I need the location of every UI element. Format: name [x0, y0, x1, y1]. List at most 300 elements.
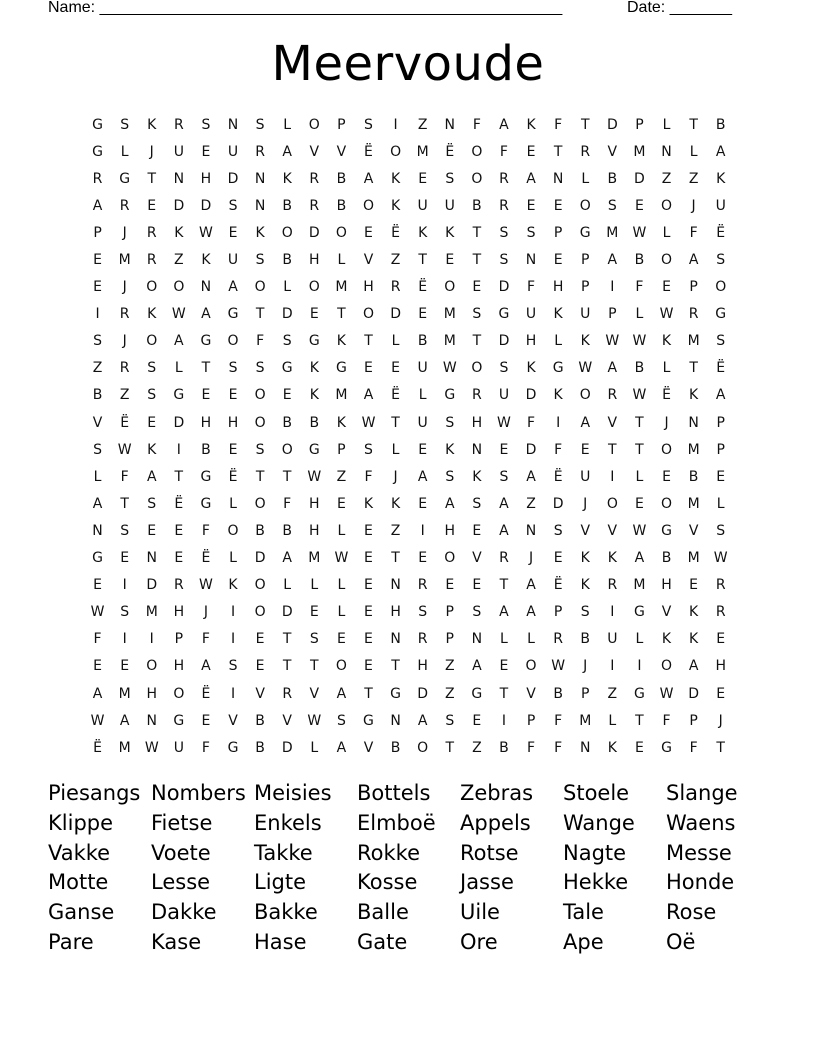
- grid-cell: O: [471, 170, 483, 187]
- grid-cell: H: [390, 604, 401, 621]
- grid-cell: I: [122, 631, 127, 648]
- grid-cell: W: [90, 712, 105, 729]
- grid-cell: L: [391, 441, 400, 458]
- grid-cell: L: [662, 224, 671, 241]
- grid-cell: K: [661, 631, 672, 648]
- grid-cell: L: [662, 360, 671, 377]
- grid-cell: M: [687, 495, 700, 512]
- grid-cell: D: [525, 441, 537, 458]
- grid-cell: Ë: [391, 387, 400, 404]
- grid-cell: L: [310, 739, 319, 756]
- grid-cell: G: [661, 522, 672, 539]
- grid-cell: L: [174, 360, 183, 377]
- grid-cell: N: [525, 252, 537, 269]
- grid-cell: A: [228, 279, 238, 296]
- grid-cell: E: [526, 143, 536, 160]
- grid-cell: N: [471, 441, 483, 458]
- grid-cell: O: [579, 197, 591, 214]
- grid-cell: H: [417, 658, 428, 675]
- grid-cell: E: [526, 197, 536, 214]
- grid-cell: O: [471, 360, 483, 377]
- grid-cell: V: [255, 685, 265, 702]
- grid-cell: N: [444, 116, 455, 133]
- grid-cell: S: [282, 333, 292, 350]
- grid-cell: T: [391, 658, 400, 675]
- grid-cell: M: [633, 143, 646, 160]
- grid-cell: L: [120, 143, 129, 160]
- grid-cell: A: [417, 712, 428, 729]
- grid-cell: W: [605, 333, 620, 350]
- grid-cell: O: [525, 658, 537, 675]
- grid-cell: S: [445, 414, 455, 431]
- word-list-item: Klippe: [48, 810, 114, 835]
- grid-cell: Z: [688, 170, 699, 187]
- grid-cell: H: [309, 252, 320, 269]
- grid-cell: S: [472, 306, 482, 323]
- grid-cell: B: [417, 333, 428, 350]
- grid-cell: W: [442, 360, 457, 377]
- grid-cell: N: [471, 631, 483, 648]
- grid-cell: Z: [444, 658, 455, 675]
- grid-cell: P: [526, 712, 536, 729]
- grid-cell: L: [229, 550, 237, 567]
- grid-cell: O: [661, 197, 673, 214]
- grid-cell: A: [336, 739, 347, 756]
- grid-cell: A: [92, 685, 103, 702]
- word-list: [48, 779, 769, 958]
- grid-cell: S: [445, 468, 455, 485]
- grid-cell: Z: [526, 495, 536, 512]
- grid-cell: M: [118, 252, 131, 269]
- grid-cell: G: [281, 360, 293, 377]
- grid-cell: O: [146, 658, 158, 675]
- grid-cell: O: [661, 658, 673, 675]
- grid-cell: B: [472, 197, 482, 214]
- grid-cell: O: [335, 658, 347, 675]
- grid-cell: S: [445, 712, 455, 729]
- grid-cell: D: [688, 685, 699, 702]
- grid-cell: J: [691, 197, 696, 214]
- grid-cell: P: [553, 224, 563, 241]
- grid-cell: G: [498, 306, 510, 323]
- grid-cell: A: [119, 712, 130, 729]
- grid-cell: T: [120, 495, 129, 512]
- grid-cell: W: [632, 387, 647, 404]
- grid-cell: E: [174, 522, 184, 539]
- grid-cell: V: [607, 414, 618, 431]
- grid-cell: V: [282, 712, 292, 729]
- grid-cell: K: [472, 468, 482, 485]
- grid-cell: W: [171, 306, 186, 323]
- grid-cell: R: [119, 197, 130, 214]
- word-list-item: Kase: [151, 929, 202, 954]
- grid-cell: R: [417, 577, 428, 594]
- grid-cell: H: [661, 577, 672, 594]
- grid-cell: E: [445, 577, 455, 594]
- grid-cell: L: [608, 712, 617, 729]
- grid-cell: F: [635, 279, 644, 296]
- grid-cell: J: [122, 333, 127, 350]
- grid-cell: E: [364, 658, 373, 675]
- grid-cell: S: [228, 360, 238, 377]
- grid-cell: O: [362, 197, 374, 214]
- grid-cell: E: [120, 550, 130, 567]
- grid-cell: N: [390, 631, 401, 648]
- grid-cell: A: [146, 468, 157, 485]
- grid-cell: E: [418, 550, 428, 567]
- grid-cell: Z: [607, 685, 618, 702]
- grid-cell: S: [716, 522, 726, 539]
- grid-cell: N: [173, 170, 185, 187]
- grid-cell: E: [364, 631, 373, 648]
- grid-cell: A: [499, 522, 509, 539]
- grid-cell: O: [471, 143, 483, 160]
- grid-cell: R: [119, 306, 130, 323]
- grid-cell: K: [390, 197, 401, 214]
- grid-cell: O: [335, 224, 347, 241]
- grid-cell: W: [361, 414, 376, 431]
- grid-cell: P: [689, 712, 698, 729]
- word-list-item: Balle: [357, 900, 409, 925]
- grid-cell: Ë: [174, 495, 184, 512]
- grid-cell: S: [147, 495, 157, 512]
- grid-cell: U: [417, 360, 428, 377]
- grid-cell: E: [336, 495, 346, 512]
- grid-cell: W: [117, 441, 132, 458]
- grid-cell: L: [283, 279, 292, 296]
- grid-cell: F: [201, 739, 210, 756]
- grid-cell: F: [662, 712, 671, 729]
- grid-cell: L: [283, 577, 292, 594]
- grid-cell: J: [583, 495, 588, 512]
- word-list-item: Enkels: [254, 810, 322, 835]
- grid-cell: K: [689, 631, 699, 648]
- grid-cell: K: [201, 252, 211, 269]
- grid-cell: N: [525, 522, 537, 539]
- grid-cell: E: [336, 631, 346, 648]
- word-list-item: Appels: [460, 810, 531, 835]
- grid-cell: V: [688, 522, 699, 539]
- grid-cell: K: [553, 387, 563, 404]
- word-list-item: Zebras: [460, 781, 534, 805]
- word-list-item: Waens: [666, 810, 736, 835]
- grid-cell: M: [335, 279, 348, 296]
- grid-cell: V: [92, 414, 103, 431]
- grid-cell: E: [255, 631, 265, 648]
- grid-cell: K: [363, 495, 374, 512]
- grid-cell: A: [417, 468, 428, 485]
- grid-cell: P: [581, 685, 590, 702]
- grid-cell: B: [634, 360, 645, 377]
- grid-cell: B: [255, 739, 265, 756]
- grid-cell: A: [499, 604, 509, 621]
- grid-cell: L: [635, 468, 644, 485]
- grid-cell: V: [607, 143, 618, 160]
- grid-cell: B: [282, 522, 292, 539]
- grid-cell: M: [308, 550, 321, 567]
- grid-cell: Ë: [201, 550, 211, 567]
- grid-cell: K: [553, 306, 563, 323]
- grid-cell: T: [391, 414, 400, 431]
- grid-cell: N: [227, 116, 239, 133]
- grid-cell: S: [472, 604, 482, 621]
- word-list-item: Stoele: [563, 781, 630, 805]
- grid-cell: B: [553, 685, 563, 702]
- word-list-item: Honde: [666, 870, 735, 895]
- grid-cell: A: [526, 468, 536, 485]
- grid-cell: E: [147, 414, 157, 431]
- grid-cell: G: [308, 441, 320, 458]
- word-list-item: Ape: [563, 929, 604, 954]
- grid-cell: H: [173, 658, 185, 675]
- grid-cell: Ë: [93, 739, 102, 756]
- grid-cell: A: [688, 252, 699, 269]
- grid-cell: R: [119, 360, 130, 377]
- grid-cell: E: [364, 224, 373, 241]
- grid-cell: L: [337, 522, 346, 539]
- grid-cell: E: [716, 685, 726, 702]
- grid-cell: O: [308, 116, 320, 133]
- grid-cell: H: [552, 279, 564, 296]
- grid-cell: E: [364, 604, 373, 621]
- grid-cell: Z: [336, 468, 347, 485]
- grid-cell: S: [201, 116, 211, 133]
- grid-cell: H: [146, 685, 157, 702]
- grid-cell: G: [92, 143, 103, 160]
- grid-cell: K: [526, 360, 536, 377]
- grid-cell: E: [93, 577, 102, 594]
- grid-cell: W: [199, 577, 213, 594]
- grid-cell: A: [715, 143, 726, 160]
- grid-cell: N: [146, 550, 157, 567]
- word-search-grid: [84, 111, 734, 761]
- grid-cell: K: [607, 550, 617, 567]
- header-row: [48, 0, 748, 20]
- grid-cell: N: [579, 739, 591, 756]
- grid-cell: P: [174, 631, 184, 648]
- word-list-item: Ganse: [48, 900, 115, 925]
- grid-cell: O: [444, 550, 456, 567]
- grid-cell: R: [282, 685, 293, 702]
- grid-cell: R: [499, 170, 509, 187]
- grid-cell: Z: [390, 252, 401, 269]
- grid-cell: W: [713, 550, 728, 567]
- grid-cell: Z: [174, 252, 184, 269]
- grid-cell: I: [610, 604, 615, 621]
- grid-cell: A: [607, 252, 618, 269]
- word-list-item: Dakke: [151, 900, 217, 925]
- grid-cell: D: [281, 604, 293, 621]
- grid-cell: V: [363, 252, 374, 269]
- grid-cell: G: [308, 333, 320, 350]
- grid-cell: W: [144, 739, 159, 756]
- grid-cell: E: [147, 522, 157, 539]
- grid-cell: K: [309, 387, 319, 404]
- word-list-item: Nombers: [151, 781, 246, 805]
- grid-cell: F: [120, 468, 129, 485]
- word-list-item: Bakke: [254, 900, 318, 925]
- word-list-item: Takke: [254, 840, 313, 865]
- grid-cell: U: [173, 143, 184, 160]
- grid-cell: O: [146, 333, 158, 350]
- grid-cell: Z: [661, 170, 672, 187]
- grid-cell: T: [608, 441, 617, 458]
- grid-cell: Ë: [201, 685, 211, 702]
- grid-cell: B: [607, 170, 618, 187]
- grid-cell: W: [307, 712, 322, 729]
- grid-cell: G: [633, 685, 645, 702]
- grid-cell: D: [634, 170, 645, 187]
- grid-cell: F: [554, 116, 563, 133]
- grid-cell: S: [147, 360, 157, 377]
- grid-cell: Ë: [228, 468, 238, 485]
- grid-cell: H: [309, 522, 320, 539]
- grid-cell: R: [255, 143, 265, 160]
- word-list-item: Bottels: [357, 781, 431, 805]
- grid-cell: W: [307, 468, 322, 485]
- grid-cell: S: [526, 224, 536, 241]
- grid-cell: P: [445, 604, 454, 621]
- grid-cell: A: [363, 387, 374, 404]
- grid-cell: R: [417, 631, 428, 648]
- grid-cell: T: [337, 306, 346, 323]
- grid-cell: E: [93, 279, 102, 296]
- word-list-item: Nagte: [563, 840, 627, 865]
- grid-cell: I: [610, 468, 615, 485]
- grid-cell: Ë: [553, 468, 563, 485]
- grid-cell: V: [580, 522, 591, 539]
- grid-cell: E: [228, 441, 238, 458]
- grid-cell: B: [282, 414, 292, 431]
- grid-cell: P: [635, 116, 644, 133]
- grid-cell: K: [580, 577, 590, 594]
- grid-cell: T: [255, 306, 265, 323]
- grid-cell: H: [200, 170, 212, 187]
- word-list-item: Gate: [357, 929, 408, 954]
- grid-cell: W: [551, 658, 566, 675]
- grid-cell: K: [607, 739, 617, 756]
- grid-cell: R: [309, 197, 320, 214]
- grid-cell: L: [337, 577, 346, 594]
- grid-cell: V: [336, 143, 347, 160]
- grid-cell: F: [256, 333, 265, 350]
- grid-cell: L: [93, 468, 102, 485]
- grid-cell: G: [661, 739, 672, 756]
- grid-cell: O: [579, 387, 591, 404]
- grid-cell: F: [689, 739, 698, 756]
- word-list-item: Lesse: [151, 870, 211, 895]
- grid-cell: W: [334, 550, 349, 567]
- grid-cell: U: [444, 197, 455, 214]
- grid-cell: B: [634, 252, 645, 269]
- grid-cell: S: [93, 333, 102, 350]
- grid-cell: E: [662, 279, 671, 296]
- grid-cell: S: [364, 116, 373, 133]
- grid-cell: N: [200, 279, 212, 296]
- grid-cell: H: [525, 333, 537, 350]
- grid-cell: F: [527, 414, 536, 431]
- grid-cell: P: [337, 116, 346, 133]
- word-list-item: Jasse: [460, 870, 514, 895]
- grid-cell: D: [173, 414, 185, 431]
- grid-cell: D: [254, 550, 266, 567]
- grid-cell: R: [607, 387, 618, 404]
- grid-cell: J: [203, 604, 208, 621]
- grid-cell: B: [92, 387, 103, 404]
- grid-cell: K: [174, 224, 184, 241]
- grid-cell: P: [337, 441, 346, 458]
- grid-cell: A: [444, 495, 455, 512]
- grid-cell: A: [336, 685, 347, 702]
- grid-cell: U: [580, 306, 591, 323]
- grid-cell: T: [635, 414, 644, 431]
- grid-cell: Ë: [120, 414, 130, 431]
- word-list-item: Hekke: [563, 870, 629, 895]
- grid-cell: A: [472, 658, 482, 675]
- grid-cell: N: [254, 197, 266, 214]
- grid-cell: M: [687, 550, 700, 567]
- grid-cell: P: [716, 441, 725, 458]
- grid-cell: F: [527, 739, 536, 756]
- grid-cell: L: [716, 495, 725, 512]
- grid-cell: M: [416, 143, 429, 160]
- grid-cell: E: [716, 468, 726, 485]
- grid-cell: T: [418, 252, 427, 269]
- grid-cell: L: [418, 387, 427, 404]
- grid-cell: Ë: [716, 224, 726, 241]
- date-label: Date: _______: [627, 0, 732, 16]
- grid-cell: A: [363, 170, 374, 187]
- grid-cell: O: [173, 685, 185, 702]
- grid-cell: S: [228, 197, 238, 214]
- grid-cell: E: [553, 197, 563, 214]
- grid-cell: E: [201, 143, 211, 160]
- grid-cell: B: [580, 631, 591, 648]
- grid-cell: S: [472, 495, 482, 512]
- grid-cell: D: [308, 224, 320, 241]
- grid-cell: L: [310, 577, 319, 594]
- grid-cell: O: [661, 441, 673, 458]
- grid-cell: R: [580, 143, 591, 160]
- grid-cell: E: [634, 495, 644, 512]
- grid-cell: E: [499, 658, 509, 675]
- grid-cell: B: [282, 252, 292, 269]
- grid-cell: S: [255, 360, 265, 377]
- word-list-item: Slange: [666, 781, 738, 805]
- grid-cell: B: [390, 739, 401, 756]
- grid-cell: I: [556, 414, 561, 431]
- grid-cell: T: [364, 333, 373, 350]
- grid-cell: P: [608, 306, 617, 323]
- grid-cell: O: [254, 279, 266, 296]
- grid-cell: D: [390, 306, 401, 323]
- grid-cell: F: [527, 279, 536, 296]
- grid-cell: O: [661, 495, 673, 512]
- grid-cell: K: [147, 306, 157, 323]
- grid-cell: T: [255, 468, 265, 485]
- word-list-item: Messe: [666, 840, 732, 865]
- grid-cell: B: [336, 197, 347, 214]
- grid-cell: L: [635, 306, 644, 323]
- grid-cell: T: [716, 739, 725, 756]
- grid-cell: K: [580, 333, 590, 350]
- grid-cell: Z: [119, 387, 130, 404]
- grid-cell: A: [715, 387, 726, 404]
- grid-cell: V: [526, 685, 536, 702]
- grid-cell: O: [254, 604, 266, 621]
- grid-cell: T: [364, 685, 373, 702]
- grid-cell: N: [92, 522, 103, 539]
